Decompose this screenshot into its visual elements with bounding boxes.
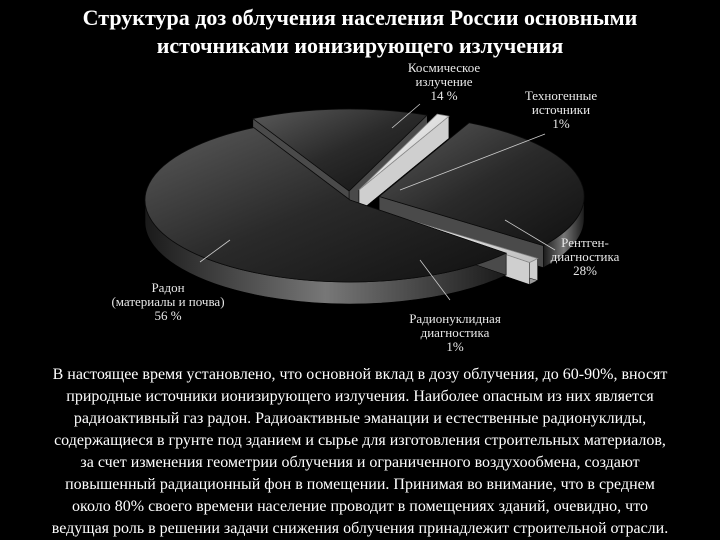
slice-label-line: (материалы и почва) bbox=[111, 294, 225, 309]
slice-label-line: излучение bbox=[415, 74, 473, 89]
slice-label-line: 1% bbox=[446, 339, 464, 354]
body-line: ведущая роль в решении задачи снижения облучения принадлежит строительной отрасли. bbox=[51, 520, 669, 537]
slice-label-line: 1% bbox=[552, 116, 570, 131]
body-line: за счет изменения геометрии облучения и ограниченного воздухообмена, создают bbox=[80, 454, 640, 471]
slice-label-line: диагностика bbox=[420, 325, 490, 340]
slice-label-line: источники bbox=[531, 102, 591, 117]
slice-label-line: Радон bbox=[151, 280, 185, 295]
title-line-2: источниками ионизирующего излучения bbox=[156, 33, 564, 58]
title-line-1: Структура доз облучения населения России основными bbox=[82, 5, 638, 30]
slice-label-0 bbox=[408, 60, 481, 103]
slice-label-2 bbox=[551, 235, 620, 278]
body-line: содержащиеся в грунте под зданием и сырье для изготовления строительных материалов, bbox=[54, 432, 666, 449]
slice-label-line: 28% bbox=[573, 263, 597, 278]
body-line: В настоящее время установлено, что основной вклад в дозу облучения, до 60-90%, вносят bbox=[52, 366, 668, 383]
slice-label-line: 14 % bbox=[430, 88, 458, 103]
body-paragraph bbox=[4, 364, 716, 540]
slice-label-line: Радионуклидная bbox=[409, 311, 501, 326]
body-line: радиоактивный газ радон. Радиоактивные эманации и естественные радионуклиды, bbox=[73, 410, 647, 427]
slice-label-line: Рентген- bbox=[561, 235, 609, 250]
slice-label-line: 56 % bbox=[154, 308, 182, 323]
body-line: повышенный радиационный фон в помещении. Принимая во внимание, что в среднем bbox=[65, 476, 655, 493]
slices-layer bbox=[145, 109, 584, 304]
slice-label-1 bbox=[525, 88, 598, 131]
slice-label-3 bbox=[409, 311, 501, 354]
slice-label-line: Космическое bbox=[407, 60, 481, 75]
slice-label-line: диагностика bbox=[550, 249, 620, 264]
body-line: около 80% своего времени население проводит в помещениях зданий, очевидно, что bbox=[72, 498, 648, 515]
slice-label-line: Техногенные bbox=[524, 88, 598, 103]
body-line: природные источники ионизирующего излучения. Наиболее опасным из них является bbox=[66, 388, 654, 405]
slice-label-4 bbox=[111, 280, 224, 323]
